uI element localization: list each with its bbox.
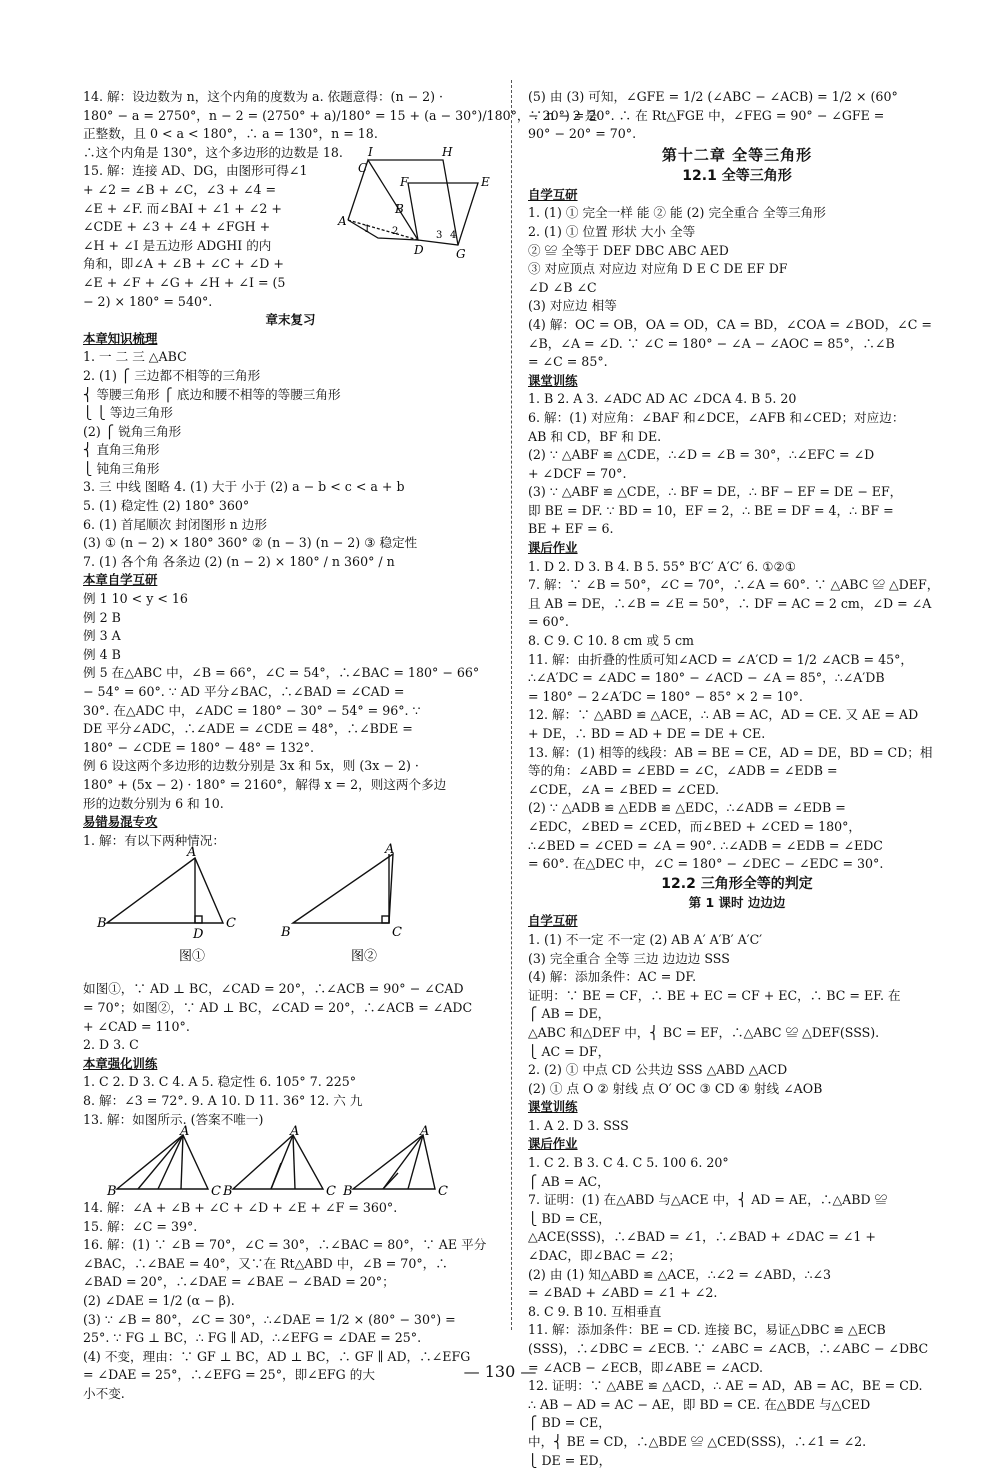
section-heading: 易错易混专攻 [83, 814, 158, 830]
text-line: 5. (1) 稳定性 (2) 180° 360° [83, 498, 250, 514]
text-line: 14. 解：∠A + ∠B + ∠C + ∠D + ∠E + ∠F = 360°. [83, 1200, 398, 1216]
svg-text:C: C [326, 1184, 336, 1200]
svg-text:D: D [193, 927, 204, 943]
text-line: − 54° = 60°. ∵ AD 平分∠BAC，∴∠BAD = ∠CAD = [83, 684, 405, 699]
chapter-heading: 12.2 三角形全等的判定 [661, 875, 813, 892]
text-line: 例 4 B [83, 646, 121, 662]
svg-text:I: I [368, 145, 373, 159]
text-line: = ∠DAE = 25°，∴∠EFG = 25°，即∠EFG 的大 [83, 1367, 375, 1383]
text-line: 2. (2) ① 中点 CD 公共边 SSS △ABD △ACD [528, 1062, 788, 1078]
svg-text:1: 1 [364, 224, 371, 235]
text-line: (2) ∠DAE = 1/2 (α − β). [83, 1293, 235, 1309]
text-line: ∠CDE，∠A = ∠BED = ∠CED. [528, 781, 719, 797]
text-line: (5) 由 (3) 可知，∠GFE = 1/2 (∠ABC − ∠ACB) = 1/2 × (60° [528, 89, 898, 104]
text-line: 中，⎨ BE = CD，∴△BDE ≌ △CED(SSS)，∴∠1 = ∠2. [528, 1433, 867, 1449]
text-line: ∠E + ∠F + ∠G + ∠H + ∠I = (5 [83, 274, 286, 290]
text-line: 180° + (5x − 2) · 180° = 2160°，解得 x = 2，则这两个多边 [83, 776, 447, 792]
text-line: ⎧ BD = CE， [528, 1415, 611, 1431]
text-line: − 2) × 180° = 540°. [83, 293, 213, 309]
text-line: (SSS)，∴∠DBC = ∠ECB. ∵ ∠ABC = ∠ACB，∴∠ABC − ∠DBC [528, 1341, 929, 1356]
svg-text:B: B [281, 925, 291, 941]
text-line: 90° − 20° = 70°. [528, 126, 637, 142]
text-line: 例 3 A [83, 628, 121, 644]
text-line: (2) 由 (1) 知△ABD ≌ △ACE，∴∠2 = ∠ABD，∴∠3 [528, 1266, 832, 1282]
svg-text:2: 2 [392, 226, 399, 237]
text-line: 1. 一 二 三 △ABC [83, 349, 187, 365]
text-line: 1. (1) ① 完全一样 能 ② 能 (2) 完全重合 全等三角形 [528, 205, 826, 221]
text-line: (2) ∵ △ABF ≌ △CDE，∴∠D = ∠B = 30°，∴∠EFC = ∠D [528, 447, 875, 463]
text-line: 12. 解：∵ △ABD ≌ △ACE，∴ AB = AC，AD = CE. 又 AE = AD [528, 707, 919, 723]
text-line: 2. (1) ① 位置 形状 大小 全等 [528, 223, 696, 239]
page-number: — 130 — [463, 1362, 537, 1381]
text-line: ② ≌ 全等于 DEF DBC ABC AED [528, 242, 729, 258]
text-line: ∠H + ∠I 是五边形 ADGHI 的内 [83, 237, 272, 253]
text-line: ⎨ 直角三角形 [83, 442, 160, 458]
text-line: ∠B，∠A = ∠D. ∵ ∠C = 180° − ∠A − ∠AOC = 85°，∴∠B [528, 335, 895, 351]
svg-text:图①: 图① [179, 949, 206, 965]
text-line: (3) ∵ △ABF ≌ △CDE，∴ BF = DE，∴ BF − EF = DE − EF， [528, 484, 903, 500]
text-line: 11. 解：添加条件：BE = CD. 连接 BC，易证△DBC ≌ △ECB [528, 1322, 886, 1338]
text-line: 等的角：∠ABD = ∠EBD = ∠C，∠ADB = ∠EDB = [528, 763, 838, 779]
svg-text:图②: 图② [351, 949, 378, 965]
text-line: 6. (1) 首尾顺次 封闭图形 n 边形 [83, 516, 267, 532]
text-line: 1. D 2. D 3. B 4. B 5. 55° B′C′ A′C′ 6. ①②① [528, 558, 797, 574]
text-line: ⎧ AB = AC， [528, 1173, 610, 1189]
text-line: ⎩ AC = DF， [528, 1043, 611, 1059]
text-line: = ∠C = 85°. [528, 354, 608, 370]
text-line: 8. C 9. B 10. 互相垂直 [528, 1303, 662, 1319]
text-line: + DE，∴ BD = AD + DE = DE + CE. [528, 726, 766, 741]
problem-15-figure-wrap [338, 145, 498, 274]
text-line: 角和，即∠A + ∠B + ∠C + ∠D + [83, 256, 284, 272]
text-line: 正整数，且 0 < a < 180°，∴ a = 130°，n = 18. [83, 126, 378, 142]
text-line: 16. 解：(1) ∵ ∠B = 70°，∠C = 30°，∴∠BAC = 80°，∵ AE 平分 [83, 1237, 487, 1253]
text-line: 8. 解：∠3 = 72°. 9. A 10. D 11. 36° 12. 六 九 [83, 1092, 363, 1108]
svg-text:B: B [343, 1184, 353, 1200]
column-divider [511, 80, 512, 1330]
figure-2-triangle [293, 854, 393, 923]
text-line: ∠BAD = 20°，∴∠DAE = ∠BAE − ∠BAD = 20°； [83, 1274, 395, 1290]
text-line: 13. 解：如图所示. (答案不唯一) [83, 1111, 264, 1127]
svg-text:B: B [107, 1184, 117, 1200]
text-line: ⎧ AB = DE， [528, 1006, 611, 1022]
text-line: 1. A 2. D 3. SSS [528, 1117, 629, 1133]
text-line: 15. 解：∠C = 39°. [83, 1218, 198, 1234]
svg-text:H: H [442, 145, 453, 159]
svg-text:A: A [187, 845, 197, 861]
text-line: 180° − ∠CDE = 180° − 48° = 132°. [83, 739, 315, 755]
text-line: = 60°. 在△DEC 中，∠C = 180° − ∠DEC − ∠EDC = 30°. [528, 856, 884, 872]
text-line: 8. C 9. C 10. 8 cm 或 5 cm [528, 633, 694, 649]
svg-text:C: C [226, 916, 236, 932]
section-heading: 课堂训练 [528, 1099, 578, 1115]
text-line: BE + EF = 6. [528, 521, 614, 537]
svg-text:A: A [180, 1124, 190, 1140]
svg-text:A: A [338, 214, 347, 228]
text-line: 180° − a = 2750°，n − 2 = (2750° + a)/180° = 15 + (a − 30°)/180°，∵ n − 2 是 [83, 107, 598, 123]
text-line: 形的边数分别为 6 和 10. [83, 795, 224, 811]
text-line: 13. 解：(1) 相等的线段：AB = BE = CE，AD = DE，BD = CD；相 [528, 744, 933, 760]
text-line: ∴这个内角是 130°，这个多边形的边数是 18. [83, 144, 343, 160]
text-line: ∠EDC，∠BED = ∠CED，而∠BED + ∠CED = 180°， [528, 818, 862, 834]
text-line: 25°. ∵ FG ⊥ BC，∴ FG ∥ AD，∴∠EFG = ∠DAE = 25°. [83, 1330, 422, 1346]
text-line: (2) ⎧ 锐角三角形 [83, 423, 182, 439]
text-line: = ∠BAD + ∠ABD = ∠1 + ∠2. [528, 1285, 718, 1301]
text-line: = 180° − 2∠A′DC = 180° − 85° × 2 = 10°. [528, 688, 803, 704]
svg-text:C: C [358, 161, 368, 175]
text-line: (2) ① 点 O ② 射线 点 O′ OC ③ CD ④ 射线 ∠AOB [528, 1080, 823, 1096]
text-line: 1. (1) 不一定 不一定 (2) AB A′ A′B′ A′C′ [528, 931, 763, 947]
text-line: (4) 不变，理由：∵ GF ⊥ BC，AD ⊥ BC，∴ GF ∥ AD，∴∠EFG [83, 1348, 471, 1364]
svg-text:G: G [456, 247, 466, 261]
text-line: (3) 完全重合 全等 三边 边边边 SSS [528, 950, 730, 966]
figure-divided-triangles [83, 1124, 483, 1200]
svg-text:C: C [211, 1184, 221, 1200]
svg-text:D: D [414, 243, 424, 257]
text-line: (4) 解：添加条件：AC = DF. [528, 969, 697, 985]
section-heading: 课后作业 [528, 1136, 578, 1152]
text-line: = 60°. [528, 614, 569, 630]
text-line: (3) ∵ ∠B = 80°，∠C = 30°，∴∠DAE = 1/2 × (80° − 30°) = [83, 1311, 456, 1327]
chapter-heading: 第十二章 全等三角形 [661, 145, 813, 164]
text-line: ∴ AB − AD = AC − AE，即 BD = CE. 在△BDE 与△CED [528, 1396, 871, 1412]
svg-text:C: C [392, 925, 402, 941]
text-line: = ∠ACB − ∠ECB，即∠ABE = ∠ACD. [528, 1359, 764, 1375]
text-line: 2. D 3. C [83, 1037, 139, 1053]
text-line: 3. 三 中线 图略 4. (1) 大于 小于 (2) a − b < c < a + b [83, 479, 405, 495]
text-line: (4) 解：OC = OB，OA = OD，CA = BD，∠COA = ∠BOD，∠C = [528, 316, 932, 332]
right-column [528, 88, 946, 1470]
text-line: (2) ∵ △ADB ≌ △EDB ≌ △EDC，∴∠ADB = ∠EDB = [528, 800, 846, 816]
text-line: 2. (1) ⎧ 三边都不相等的三角形 [83, 367, 261, 383]
text-line: (3) ① (n − 2) × 180° 360° ② (n − 3) (n − 2) ③ 稳定性 [83, 535, 418, 551]
chapter-heading: 12.1 全等三角形 [682, 167, 792, 184]
text-line: 1. C 2. B 3. C 4. C 5. 100 6. 20° [528, 1155, 729, 1171]
text-line: 14. 解：设边数为 n，这个内角的度数为 a. 依题意得：(n − 2) · [83, 89, 444, 104]
text-line: △ACE(SSS)，∴∠BAD = ∠1，∴∠BAD + ∠DAC = ∠1 + [528, 1229, 876, 1245]
svg-text:B: B [395, 202, 404, 216]
text-line: ⎨ 等腰三角形 ⎧ 底边和腰不相等的等腰三角形 [83, 386, 341, 402]
text-line: 7. 解：∵ ∠B = 50°，∠C = 70°，∴∠A = 60°. ∵ △ABC ≌ △DEF， [528, 577, 940, 593]
figure-right-triangles [83, 842, 483, 980]
text-line: 12. 证明：∵ △ABE ≌ △ACD，∴ AE = AD，AB = AC，BE = CD. [528, 1378, 923, 1394]
text-line: ∠CDE + ∠3 + ∠4 + ∠FGH + [83, 219, 271, 235]
text-line: 例 1 10 < y < 16 [83, 591, 188, 607]
text-line: ⎩ BD = CE， [528, 1210, 611, 1226]
text-line: 6. 解：(1) 对应角：∠BAF 和∠DCE，∠AFB 和∠CED；对应边： [528, 409, 905, 425]
text-line: 1. C 2. D 3. C 4. A 5. 稳定性 6. 105° 7. 225° [83, 1074, 357, 1090]
figure-1-triangle [107, 858, 223, 923]
text-line: 7. 证明：(1) 在△ABD 与△ACE 中，⎨ AD = AE，∴△ABD ≌ [528, 1192, 888, 1208]
text-line: 例 6 设这两个多边形的边数分别是 3x 和 5x，则 (3x − 2) · [83, 758, 419, 774]
chapter-heading: 第 1 课时 边边边 [688, 894, 786, 910]
svg-text:B: B [223, 1184, 233, 1200]
text-line: ∠E + ∠F. 而∠BAI + ∠1 + ∠2 + [83, 200, 282, 216]
text-line: (3) 对应边 相等 [528, 298, 617, 314]
text-line: ∠DAC，即∠BAC = ∠2； [528, 1248, 681, 1264]
text-line: ⎩ ⎩ 等边三角形 [83, 405, 173, 421]
text-line: ∠BAC，∴∠BAE = 40°，又∵在 Rt△ABD 中，∠B = 70°，∴ [83, 1255, 448, 1271]
text-line: = 70°；如图②，∵ AD ⊥ BC，∠CAD = 20°，∴∠ACB = ∠ADC [83, 999, 473, 1015]
section-heading: 自学互研 [528, 913, 578, 929]
text-line: ⎩ DE = ED， [528, 1452, 612, 1468]
text-line: 30°. 在△ADC 中，∠ADC = 180° − 30° − 54° = 96°. ∵ [83, 702, 421, 718]
section-heading: 自学互研 [528, 186, 578, 202]
text-line: 小不变. [83, 1386, 125, 1402]
chapter-heading: 章末复习 [265, 312, 316, 328]
problem-15-figure [338, 145, 498, 268]
text-line: DE 平分∠ADC，∴∠ADE = ∠CDE = 48°，∴∠BDE = [83, 721, 413, 737]
text-line: 1. 解：有以下两种情况： [83, 832, 225, 848]
text-line: 11. 解：由折叠的性质可知∠ACD = ∠A′CD = 1/2 ∠ACB = 45°， [528, 651, 913, 667]
text-line: ∠D ∠B ∠C [528, 279, 597, 295]
section-heading: 课堂训练 [528, 372, 578, 388]
text-line: AB 和 CD，BF 和 DE. [528, 428, 662, 444]
text-line: − 20°) = 20°. ∴ 在 Rt△FGE 中，∠FEG = 90° − ∠GFE = [528, 107, 885, 123]
text-line: ∴∠BED = ∠CED = ∠A = 90°. ∴∠ADB = ∠EDB = ∠EDC [528, 837, 883, 853]
svg-text:A: A [420, 1124, 430, 1140]
text-line: ⎩ 钝角三角形 [83, 460, 160, 476]
section-heading: 本章知识梳理 [83, 330, 158, 346]
text-line: 1. B 2. A 3. ∠ADC AD AC ∠DCA 4. B 5. 20 [528, 391, 797, 407]
text-line: 15. 解：连接 AD、DG，由图形可得∠1 [83, 163, 308, 179]
text-line: 7. (1) 各个角 各条边 (2) (n − 2) × 180° / n 360° / n [83, 553, 395, 569]
text-line: + ∠DCF = 70°. [528, 465, 627, 481]
text-line: 如图①，∵ AD ⊥ BC，∠CAD = 20°，∴∠ACB = 90° − ∠CAD [83, 981, 464, 997]
section-heading: 本章强化训练 [83, 1055, 158, 1071]
svg-text:4: 4 [450, 230, 457, 241]
svg-text:B: B [97, 916, 107, 932]
text-line: 且 AB = DE，∴∠B = ∠E = 50°，∴ DF = AC = 2 cm，∠D = ∠A [528, 595, 932, 611]
svg-text:C: C [438, 1184, 448, 1200]
svg-text:E: E [481, 175, 490, 189]
section-heading: 本章自学互研 [83, 572, 158, 588]
text-line: 即 BE = DF. ∵ BD = 10，EF = 2，∴ BE = DF = 4，∴ BF = [528, 502, 894, 518]
svg-text:F: F [400, 175, 409, 189]
text-line: ③ 对应顶点 对应边 对应角 D E C DE EF DF [528, 261, 788, 277]
section-heading: 课后作业 [528, 540, 578, 556]
text-line: 例 5 在△ABC 中，∠B = 66°，∠C = 54°，∴∠BAC = 180° − 66° [83, 665, 480, 681]
text-line: + ∠CAD = 110°. [83, 1018, 190, 1034]
text-line: 例 2 B [83, 609, 121, 625]
svg-text:A: A [290, 1124, 300, 1140]
svg-text:3: 3 [436, 230, 443, 241]
text-line: ∴∠A′DC = ∠ADC = 180° − ∠ACD − ∠A = 85°，∴∠A′DB [528, 670, 885, 686]
text-line: △ABC 和△DEF 中，⎨ BC = EF，∴△ABC ≌ △DEF(SSS). [528, 1024, 880, 1040]
svg-text:A: A [385, 842, 395, 858]
text-line: 证明：∵ BE = CF，∴ BE + EC = CF + EC，∴ BC = EF. 在 [528, 987, 901, 1003]
text-line: + ∠2 = ∠B + ∠C，∠3 + ∠4 = [83, 181, 277, 197]
